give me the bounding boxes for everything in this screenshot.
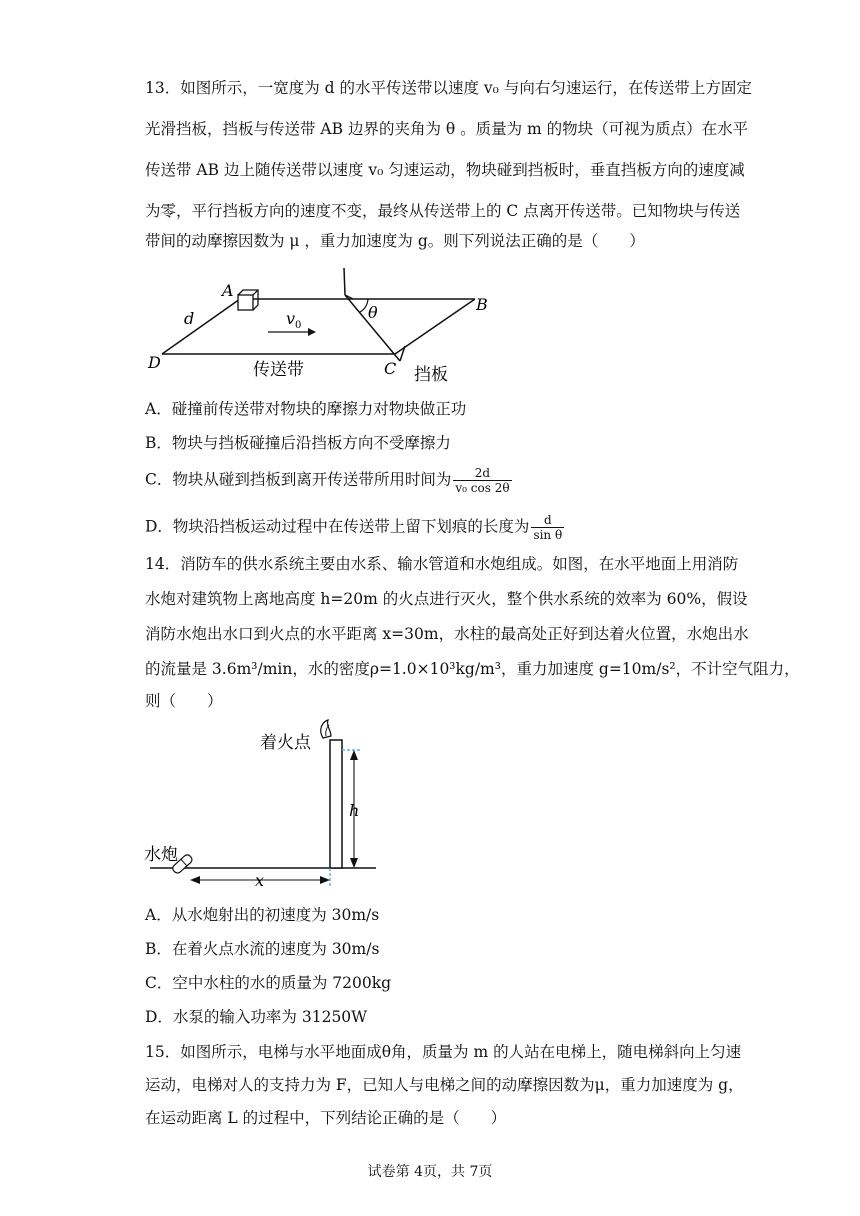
q13-line-3: 传送带 AB 边上随传送带以速度 v₀ 匀速运动，物块碰到挡板时，垂直挡板方向的速度减 — [145, 161, 745, 179]
q14-option-b: B．在着火点水流的速度为 30m/s — [145, 940, 380, 958]
label-D: D — [148, 353, 161, 372]
label-C: C — [384, 359, 397, 378]
q13-line-5: 带间的动摩擦因数为 μ ，重力加速度为 g。则下列说法正确的是（ ） — [145, 232, 645, 250]
q14-option-d: D．水泵的输入功率为 31250W — [145, 1008, 368, 1026]
label-d: d — [184, 309, 195, 328]
q13-line-4: 为零，平行挡板方向的速度不变，最终从传送带上的 C 点离开传送带。已知物块与传送 — [145, 202, 741, 220]
q14-option-c: C．空中水柱的水的质量为 7200kg — [145, 974, 392, 992]
label-v0-subscript: 0 — [295, 320, 302, 331]
q13-option-c — [145, 466, 512, 495]
label-h: h — [349, 801, 360, 820]
label-fire-point: 着火点 — [260, 733, 311, 753]
q14-line-1: 14．消防车的供水系统主要由水系、输水管道和水炮组成。如图，在水平地面上用消防 — [145, 555, 739, 573]
q13-line-2: 光滑挡板，挡板与传送带 AB 边界的夹角为 θ 。质量为 m 的物块（可视为质点）在水平 — [145, 120, 749, 138]
q14-line-5: 则（ ） — [145, 692, 223, 710]
q13-option-c-fraction — [453, 466, 511, 495]
q13-option-d-denominator: sin θ — [533, 528, 563, 542]
label-belt: 传送带 — [253, 360, 304, 380]
q13-option-d-fraction — [531, 513, 564, 542]
conveyor-belt-figure — [140, 262, 520, 390]
q14-line-4: 的流量是 3.6m³/min，水的密度ρ=1.0×10³kg/m³，重力加速度 g=10m/s²，不计空气阻力， — [145, 660, 800, 678]
label-baffle: 挡板 — [414, 365, 448, 385]
label-v0: v — [286, 309, 296, 328]
label-A: A — [222, 281, 234, 300]
label-theta: θ — [368, 303, 378, 322]
q13-option-b: B．物块与挡板碰撞后沿挡板方向不受摩擦力 — [145, 434, 451, 452]
q13-option-d-text: D．物块沿挡板运动过程中在传送带上留下划痕的长度为 — [145, 517, 530, 536]
q13-option-d-numerator: d — [531, 513, 564, 528]
q14-option-a: A．从水炮射出的初速度为 30m/s — [145, 906, 380, 924]
label-B: B — [476, 295, 488, 314]
fire-cannon-figure — [140, 716, 390, 896]
label-x: x — [255, 871, 265, 890]
q13-line-1: 13．如图所示，一宽度为 d 的水平传送带以速度 v₀ 与向右匀速运行，在传送带上方固定 — [145, 79, 752, 97]
label-water-cannon: 水炮 — [144, 845, 178, 865]
q13-option-c-text: C．物块从碰到挡板到离开传送带所用时间为 — [145, 470, 452, 489]
q15-line-3: 在运动距离 L 的过程中，下列结论正确的是（ ） — [145, 1109, 507, 1127]
q13-option-c-denominator: v₀ cos 2θ — [455, 481, 510, 495]
q13-option-d — [145, 513, 564, 542]
q15-line-1: 15．如图所示，电梯与水平地面成θ角，质量为 m 的人站在电梯上，随电梯斜向上匀速 — [145, 1043, 742, 1061]
q14-line-3: 消防水炮出水口到火点的水平距离 x=30m，水柱的最高处正好到达着火位置，水炮出水 — [145, 625, 749, 643]
q15-line-2: 运动，电梯对人的支持力为 F，已知人与电梯之间的动摩擦因数为μ，重力加速度为 g， — [145, 1076, 744, 1094]
q13-option-a: A．碰撞前传送带对物块的摩擦力对物块做正功 — [145, 400, 467, 418]
q14-line-2: 水炮对建筑物上离地高度 h=20m 的火点进行灭火，整个供水系统的效率为 60%，假设 — [145, 590, 748, 608]
q13-option-c-numerator: 2d — [453, 466, 511, 481]
page-footer: 试卷第 4页，共 7页 — [367, 1164, 493, 1180]
